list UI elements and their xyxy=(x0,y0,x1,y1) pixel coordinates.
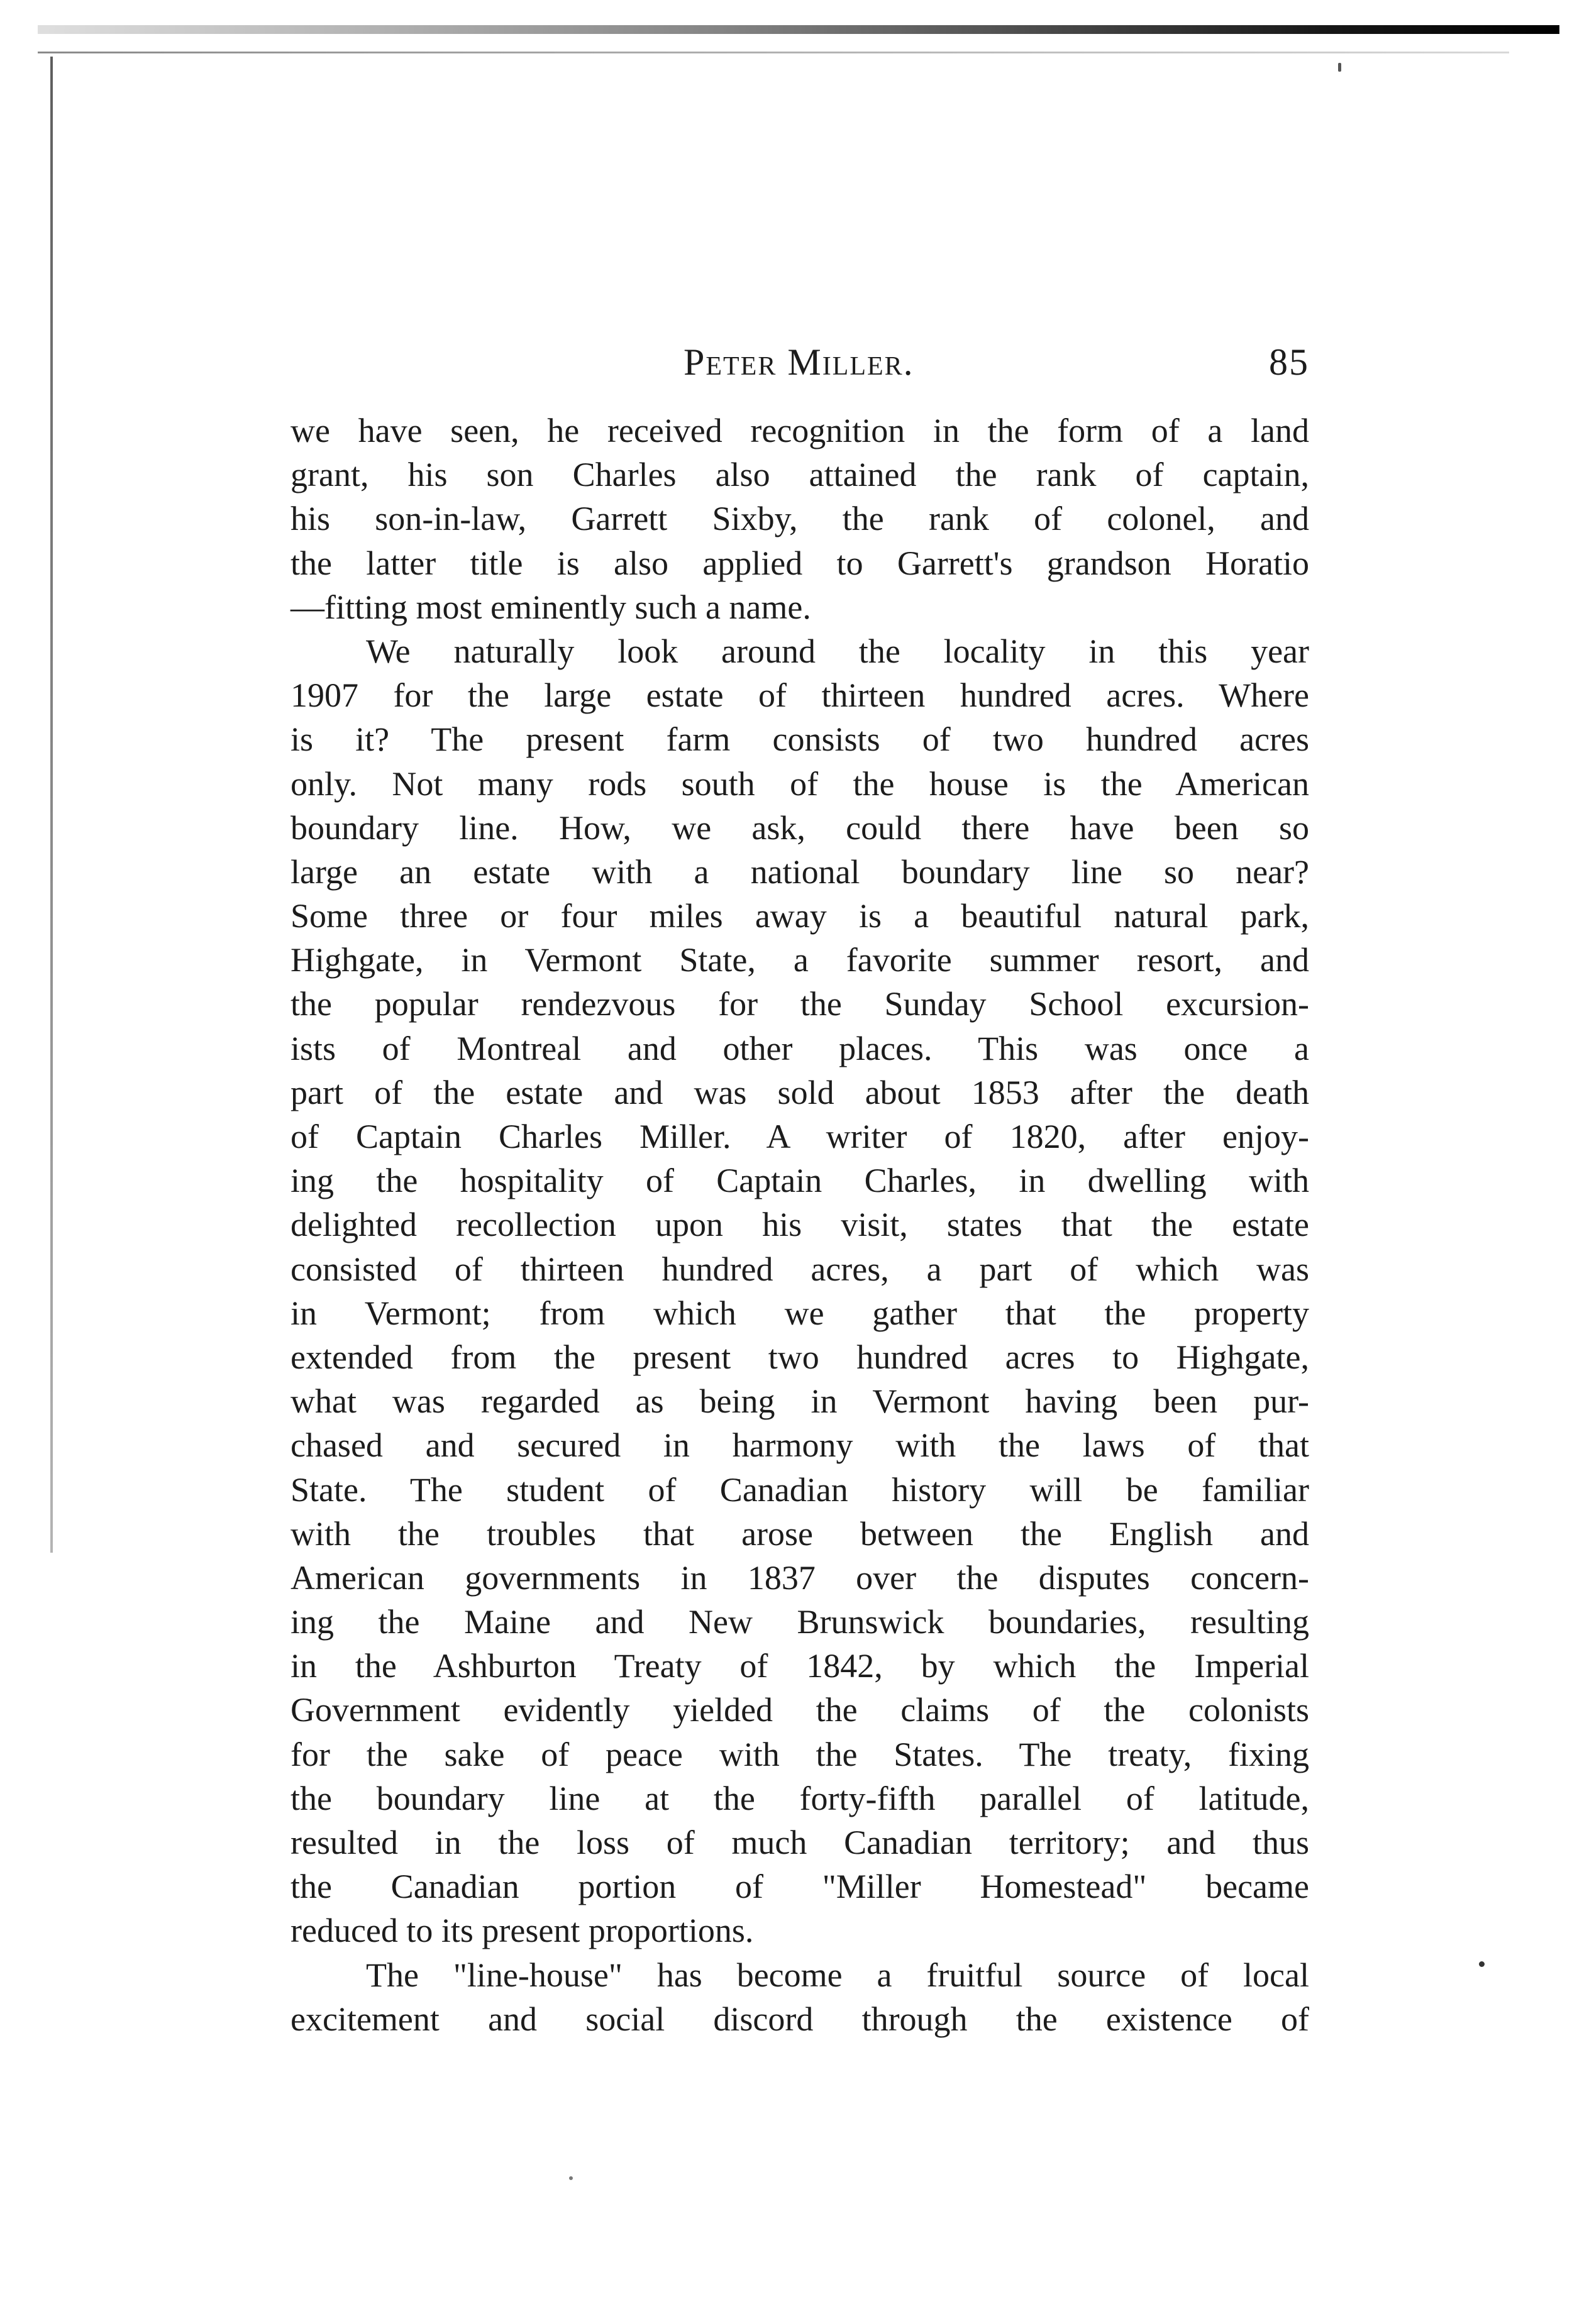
text-line: the boundary line at the forty-fifth parallel of latitude, xyxy=(291,1779,1309,1817)
text-line: is it? The present farm consists of two hundred acres xyxy=(291,720,1309,759)
text-line: with the troubles that arose between the English and xyxy=(291,1514,1309,1553)
text-line: American governments in 1837 over the disputes concern- xyxy=(291,1558,1309,1597)
scan-speck xyxy=(569,2176,573,2180)
running-head: Peter Miller. xyxy=(684,341,914,383)
text-line: only. Not many rods south of the house is the American xyxy=(291,764,1309,803)
text-line: consisted of thirteen hundred acres, a part of which was xyxy=(291,1250,1309,1288)
scan-edge-left xyxy=(50,57,53,1553)
text-line: the latter title is also applied to Garrett's grandson Horatio xyxy=(291,544,1309,582)
text-line: Government evidently yielded the claims of the colonists xyxy=(291,1691,1309,1729)
text-line: the popular rendezvous for the Sunday School excursion- xyxy=(291,985,1309,1023)
text-line: the Canadian portion of "Miller Homestead" became xyxy=(291,1868,1309,1906)
text-line: resulted in the loss of much Canadian territory; and thus xyxy=(291,1824,1309,1861)
scan-speck xyxy=(1338,63,1341,72)
text-line: State. The student of Canadian history will be familiar xyxy=(291,1470,1309,1509)
text-line: boundary line. How, we ask, could there have been so xyxy=(291,808,1309,847)
text-line: we have seen, he received recognition in the form of a land xyxy=(291,412,1309,449)
text-line: his son-in-law, Garrett Sixby, the rank of colonel, and xyxy=(291,500,1309,538)
text-line: ists of Montreal and other places. This was once a xyxy=(291,1029,1309,1067)
scan-edge-rule xyxy=(38,52,1509,53)
text-line: —fitting most eminently such a name. xyxy=(291,588,811,626)
page-header xyxy=(291,333,1309,396)
text-line: Highgate, in Vermont State, a favorite summer resort, and xyxy=(291,941,1309,979)
text-line: grant, his son Charles also attained the rank of captain, xyxy=(291,456,1309,494)
text-line: for the sake of peace with the States. The treaty, fixing xyxy=(291,1735,1309,1773)
text-line: large an estate with a national boundary line so near? xyxy=(291,852,1309,891)
text-line: ing the Maine and New Brunswick boundaries, resulting xyxy=(291,1603,1309,1641)
page-number: 85 xyxy=(1269,341,1309,383)
text-line: Some three or four miles away is a beautiful natural park, xyxy=(291,897,1309,935)
text-line: what was regarded as being in Vermont having been pur- xyxy=(291,1382,1309,1421)
text-line: 1907 for the large estate of thirteen hundred acres. Where xyxy=(291,676,1309,715)
scan-edge-top xyxy=(38,25,1559,34)
text-line: delighted recollection upon his visit, states that the estate xyxy=(291,1206,1309,1244)
text-line: in Vermont; from which we gather that the property xyxy=(291,1294,1309,1332)
text-line: extended from the present two hundred acres to Highgate, xyxy=(291,1338,1309,1376)
scan-speck xyxy=(1479,1961,1485,1967)
text-line: reduced to its present proportions. xyxy=(291,1912,754,1950)
text-line: in the Ashburton Treaty of 1842, by which the Imperial xyxy=(291,1647,1309,1685)
text-line: ing the hospitality of Captain Charles, in dwelling with xyxy=(291,1162,1309,1200)
text-line: The "line-house" has become a fruitful source of local xyxy=(366,1956,1309,1994)
text-line: excitement and social discord through the existence of xyxy=(291,2000,1309,2038)
text-line: We naturally look around the locality in this year xyxy=(366,632,1309,670)
text-line: of Captain Charles Miller. A writer of 1820, after enjoy- xyxy=(291,1118,1309,1155)
body-text xyxy=(291,409,1309,2041)
text-line: part of the estate and was sold about 1853 after the death xyxy=(291,1073,1309,1111)
text-line: chased and secured in harmony with the laws of that xyxy=(291,1426,1309,1465)
